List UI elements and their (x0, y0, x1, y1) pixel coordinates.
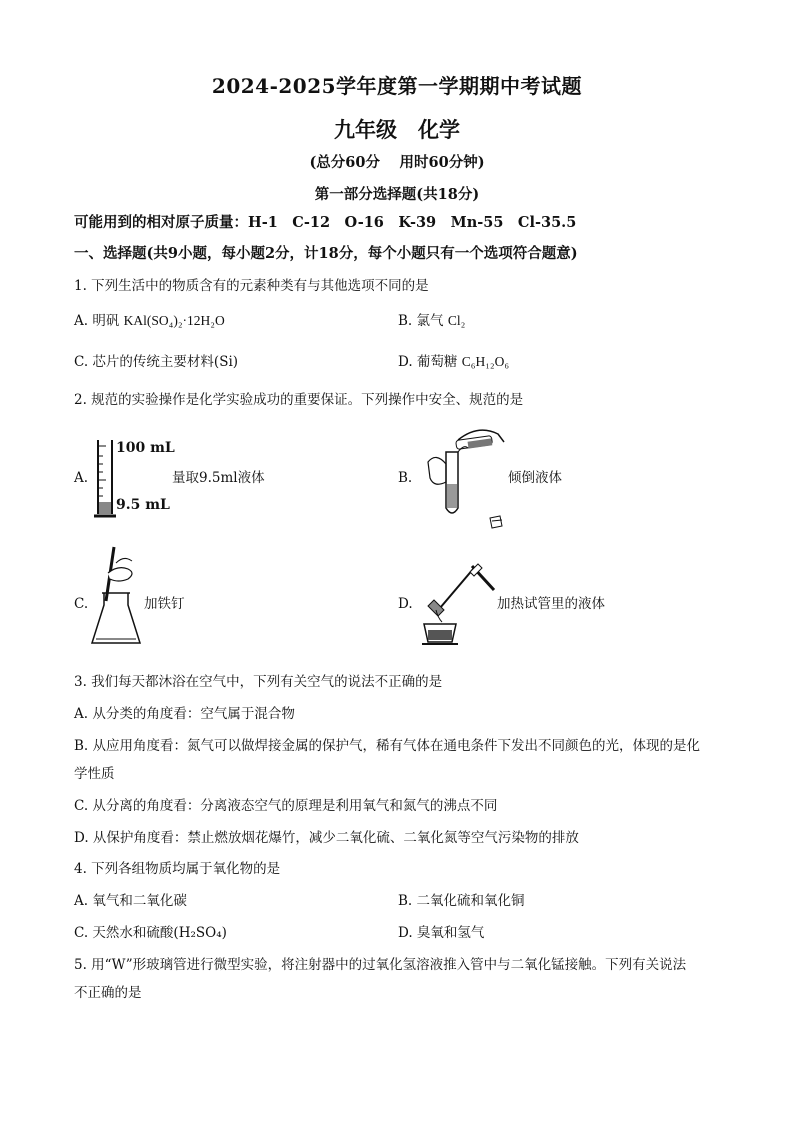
q1-option-a (74, 311, 225, 331)
q4-option-c: C. 天然水和硫酸(H₂SO₄) (74, 925, 227, 941)
q1-option-d (398, 352, 509, 372)
cylinder-top-label: 100 mL (116, 440, 175, 456)
q4-option-b: B. 二氧化硫和氧化铜 (398, 893, 525, 909)
q1-option-b (398, 311, 465, 331)
q2-b-letter: B. (398, 470, 413, 486)
q4-option-d: D. 臭氧和氢气 (398, 925, 485, 941)
q3-stem: 3. 我们每天都沐浴在空气中，下列有关空气的说法不正确的是 (74, 674, 443, 690)
cylinder-bottom-label: 9.5 mL (116, 497, 170, 513)
q4-option-a: A. 氧气和二氧化碳 (74, 893, 187, 909)
q2-d-text: 加热试管里的液体 (497, 596, 605, 612)
q3-option-b: B. 从应用角度看：氮气可以做焊接金属的保护气，稀有气体在通电条件下发出不同颜色的光，体现的是化 (74, 738, 701, 754)
q3-option-c: C. 从分离的角度看：分离液态空气的原理是利用氧气和氮气的沸点不同 (74, 798, 498, 814)
score-info: (总分60分 用时60分钟) (309, 154, 485, 171)
q3-option-b-cont: 学性质 (74, 766, 115, 782)
q2-a-text: 量取9.5ml液体 (172, 470, 265, 486)
q2-b-text: 倾倒液体 (508, 470, 562, 486)
heating-test-tube-figure (416, 560, 496, 650)
q1-stem: 1. 下列生活中的物质含有的元素种类有与其他选项不同的是 (74, 278, 429, 294)
q2-stem: 2. 规范的实验操作是化学实验成功的重要保证。下列操作中安全、规范的是 (74, 392, 524, 408)
q1-b-formula: Cl₂ (447, 313, 466, 328)
q1-a-formula: KAl(SO₄)₂·12H₂O (123, 313, 225, 328)
q4-stem: 4. 下列各组物质均属于氧化物的是 (74, 861, 281, 877)
pouring-liquid-figure (418, 422, 518, 532)
exam-subtitle: 九年级 化学 (334, 117, 460, 142)
q2-c-text: 加铁钉 (144, 596, 185, 612)
exam-title: 2024-2025学年度第一学期期中考试题 (211, 74, 583, 98)
q5-stem: 5. 用“W”形玻璃管进行微型实验，将注射器中的过氧化氢溶液推入管中与二氧化锰接触。下列有关说法 (74, 957, 687, 973)
q1-d-formula: C₆H₁₂O₆ (461, 354, 510, 369)
part-title: 第一部分选择题(共18分) (314, 186, 480, 203)
q2-c-letter: C. (74, 596, 89, 612)
q5-stem-cont: 不正确的是 (74, 985, 142, 1001)
q3-option-a: A. 从分类的角度看：空气属于混合物 (74, 706, 295, 722)
q1-a-label: A. 明矾 (74, 313, 120, 329)
q3-option-d: D. 从保护角度看：禁止燃放烟花爆竹，减少二氧化硫、二氧化氮等空气污染物的排放 (74, 830, 579, 846)
q2-d-letter: D. (398, 596, 413, 612)
q2-a-letter: A. (74, 470, 89, 486)
flask-iron-nail-figure (88, 543, 148, 653)
q1-option-c: C. 芯片的传统主要材料(Si) (74, 354, 239, 370)
section-title: 一、选择题(共9小题，每小题2分，计18分，每个小题只有一个选项符合题意) (74, 245, 578, 262)
q1-b-label: B. 氯气 (398, 313, 444, 329)
q1-d-label: D. 葡萄糖 (398, 354, 458, 370)
atomic-masses: 可能用到的相对原子质量：H-1 C-12 O-16 K-39 Mn-55 Cl-35.5 (74, 214, 577, 231)
